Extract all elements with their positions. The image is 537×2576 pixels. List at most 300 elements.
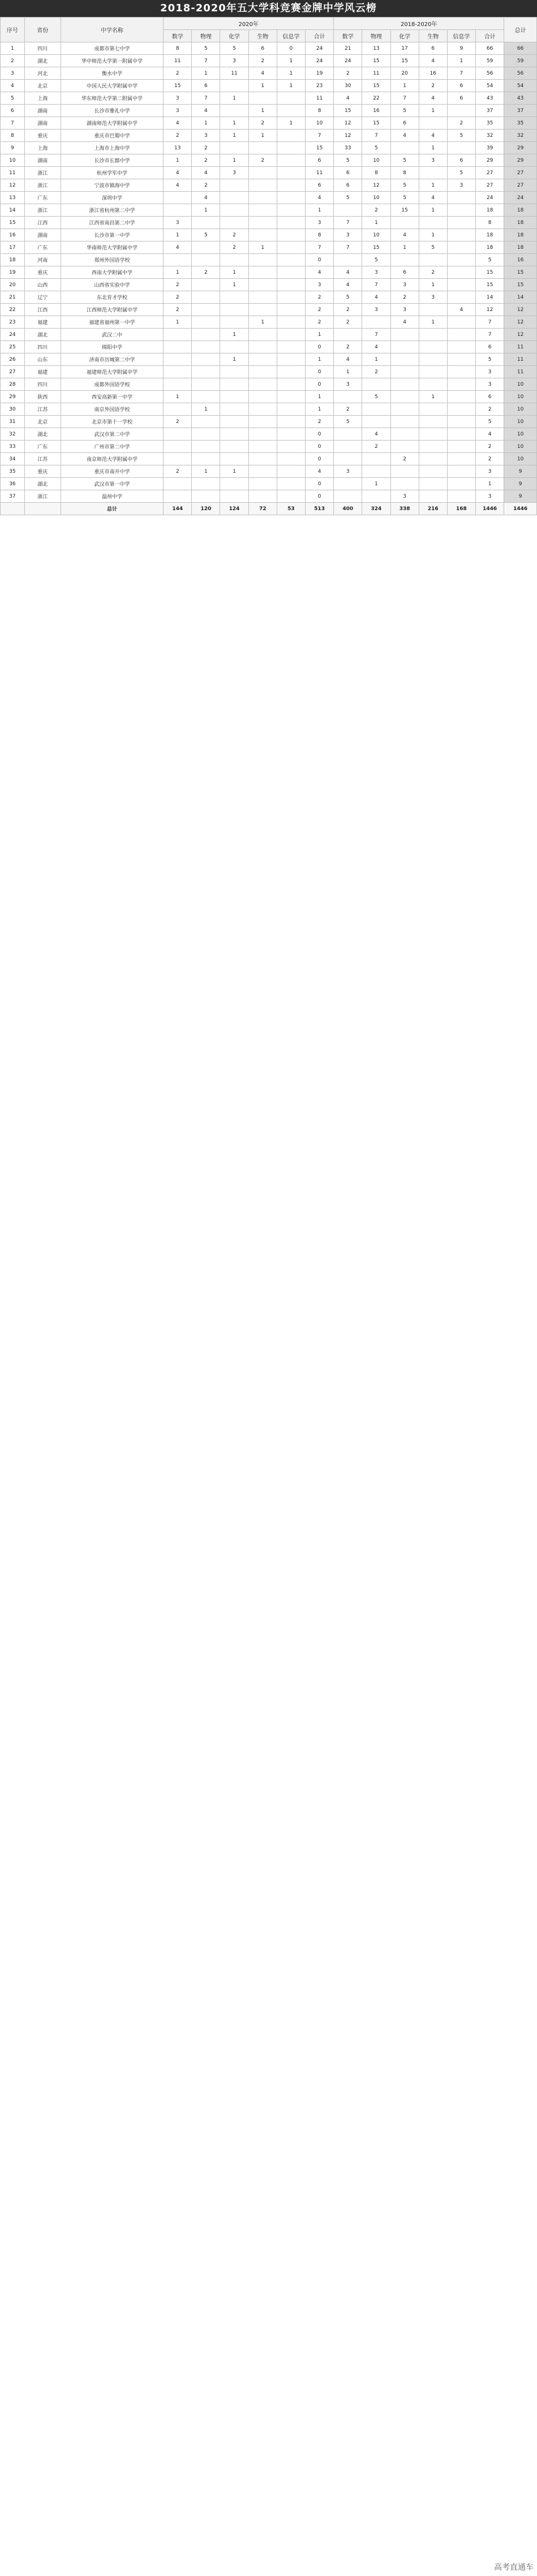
cell-y1820-chemistry: 15 [390, 55, 419, 67]
cell-y2020-physics: 7 [192, 92, 220, 105]
cell-y2020-physics [192, 217, 220, 229]
cell-y1820-math: 5 [334, 154, 362, 167]
cell-school: 成都外国语学校 [61, 378, 163, 391]
cell-y1820-biology: 1 [419, 179, 447, 192]
cell-y2020-informatics [277, 291, 305, 304]
cell-school: 广州市第二中学 [61, 441, 163, 453]
cell-y1820-physics: 3 [362, 266, 390, 279]
cell-y2020-math: 4 [164, 167, 192, 179]
cell-y1820-biology: 4 [419, 92, 447, 105]
cell-y2020-informatics [277, 416, 305, 428]
table-row [1, 80, 537, 92]
cell-y1820-chemistry: 4 [390, 229, 419, 241]
cell-y1820-informatics [447, 229, 475, 241]
cell-rank: 33 [1, 441, 25, 453]
cell-y2020-math [164, 453, 192, 465]
cell-y1820-informatics [447, 428, 475, 441]
cell-y2020-math: 4 [164, 179, 192, 192]
cell-school: 武汉二中 [61, 329, 163, 341]
table-row [1, 428, 537, 441]
cell-province: 湖南 [24, 229, 61, 241]
cell-province: 浙江 [24, 204, 61, 217]
cell-total: 18 [504, 229, 537, 241]
cell-y2020-informatics [277, 92, 305, 105]
cell-y2020-biology [248, 204, 277, 217]
cell-province: 山西 [24, 279, 61, 291]
cell-school: 深圳中学 [61, 192, 163, 204]
cell-y1820-chemistry [390, 378, 419, 391]
cell-y1820-informatics [447, 142, 475, 154]
cell-y1820-chemistry [390, 416, 419, 428]
cell-y1820-biology [419, 416, 447, 428]
cell-y2020-subtotal: 23 [305, 80, 333, 92]
cell-y1820-chemistry [390, 254, 419, 266]
cell-y1820-physics: 15 [362, 55, 390, 67]
cell-total: 56 [504, 67, 537, 80]
cell-y2020-math: 2 [164, 416, 192, 428]
cell-y2020-informatics [277, 304, 305, 316]
cell-y1820-biology: 2 [419, 266, 447, 279]
cell-y1820-math: 3 [334, 465, 362, 478]
cell-y1820-subtotal: 43 [475, 92, 504, 105]
cell-school: 绵阳中学 [61, 341, 163, 353]
cell-y2020-biology [248, 366, 277, 378]
cell-y2020-chemistry: 1 [220, 266, 248, 279]
cell-y2020-informatics: 0 [277, 42, 305, 55]
cell-y2020-math [164, 329, 192, 341]
cell-school: 西南大学附属中学 [61, 266, 163, 279]
cell-y1820-informatics [447, 453, 475, 465]
cell-y1820-math: 21 [334, 42, 362, 55]
cell-y2020-math: 8 [164, 42, 192, 55]
cell-rank: 16 [1, 229, 25, 241]
cell-total: 29 [504, 154, 537, 167]
cell-y1820-biology: 1 [419, 316, 447, 329]
cell-school: 华南师范大学附属中学 [61, 241, 163, 254]
cell-school: 宁波市镇海中学 [61, 179, 163, 192]
cell-y2020-physics: 5 [192, 42, 220, 55]
cell-y1820-informatics [447, 217, 475, 229]
cell-y2020-chemistry [220, 403, 248, 416]
cell-y2020-physics: 2 [192, 179, 220, 192]
cell-y1820-biology [419, 254, 447, 266]
cell-y1820-math: 2 [334, 67, 362, 80]
cell-y1820-math: 2 [334, 304, 362, 316]
cell-y2020-biology [248, 254, 277, 266]
table-body [1, 42, 537, 515]
cell-y2020-subtotal: 2 [305, 304, 333, 316]
cell-province: 重庆 [24, 266, 61, 279]
cell-y2020-physics: 1 [192, 204, 220, 217]
watermark: 高考直通车 [494, 2563, 534, 2572]
cell-y2020-chemistry [220, 179, 248, 192]
cell-y1820-math [334, 254, 362, 266]
cell-y1820-chemistry [390, 353, 419, 366]
table-row [1, 465, 537, 478]
cell-y2020-biology [248, 291, 277, 304]
cell-school: 浙江省杭州第二中学 [61, 204, 163, 217]
cell-y1820-physics [362, 453, 390, 465]
cell-y2020-chemistry [220, 416, 248, 428]
cell-y1820-informatics [447, 241, 475, 254]
cell-y2020-informatics [277, 204, 305, 217]
cell-rank: 7 [1, 117, 25, 130]
cell-y1820-physics: 1 [362, 353, 390, 366]
cell-y2020-subtotal: 7 [305, 241, 333, 254]
cell-y2020-physics: 4 [192, 167, 220, 179]
cell-total: 27 [504, 179, 537, 192]
cell-y2020-subtotal: 8 [305, 105, 333, 117]
cell-y1820-informatics [447, 391, 475, 403]
cell-y2020-math: 2 [164, 465, 192, 478]
table-row [1, 329, 537, 341]
cell-y1820-chemistry: 15 [390, 204, 419, 217]
cell-y1820-subtotal: 37 [475, 105, 504, 117]
cell-y1820-physics: 5 [362, 254, 390, 266]
cell-y1820-biology: 216 [419, 503, 447, 515]
cell-rank: 26 [1, 353, 25, 366]
cell-y1820-informatics [447, 254, 475, 266]
cell-y2020-informatics [277, 241, 305, 254]
cell-y2020-informatics [277, 391, 305, 403]
col-2020-chemistry: 化学 [220, 30, 248, 42]
cell-y2020-subtotal: 2 [305, 291, 333, 304]
cell-y2020-chemistry [220, 254, 248, 266]
cell-y2020-physics: 2 [192, 266, 220, 279]
cell-total: 10 [504, 416, 537, 428]
cell-y2020-physics: 1 [192, 117, 220, 130]
cell-y2020-subtotal: 3 [305, 279, 333, 291]
cell-school: 福建省福州第一中学 [61, 316, 163, 329]
table-row [1, 353, 537, 366]
cell-y2020-math [164, 490, 192, 503]
cell-y2020-chemistry [220, 204, 248, 217]
cell-y1820-biology: 3 [419, 154, 447, 167]
cell-y1820-subtotal: 3 [475, 465, 504, 478]
col-school: 中学名称 [61, 18, 163, 42]
cell-y1820-chemistry: 6 [390, 117, 419, 130]
cell-y2020-physics [192, 279, 220, 291]
cell-y1820-physics: 2 [362, 204, 390, 217]
cell-y2020-informatics [277, 154, 305, 167]
cell-y2020-physics [192, 329, 220, 341]
cell-y2020-physics: 6 [192, 80, 220, 92]
col-province: 省份 [24, 18, 61, 42]
cell-y2020-informatics [277, 428, 305, 441]
cell-y2020-physics [192, 341, 220, 353]
cell-total: 12 [504, 316, 537, 329]
cell-y1820-biology [419, 465, 447, 478]
cell-rank: 4 [1, 80, 25, 92]
cell-y1820-chemistry [390, 478, 419, 490]
cell-y1820-biology: 1 [419, 229, 447, 241]
cell-total: 10 [504, 378, 537, 391]
cell-y1820-chemistry: 6 [390, 266, 419, 279]
cell-total: 29 [504, 142, 537, 154]
cell-school: 成都市第七中学 [61, 42, 163, 55]
cell-rank: 37 [1, 490, 25, 503]
cell-y1820-chemistry: 3 [390, 279, 419, 291]
cell-y1820-subtotal: 15 [475, 266, 504, 279]
cell-total: 43 [504, 92, 537, 105]
cell-y2020-biology [248, 416, 277, 428]
cell-y1820-biology: 4 [419, 55, 447, 67]
cell-y1820-physics [362, 378, 390, 391]
cell-y1820-subtotal: 1446 [475, 503, 504, 515]
cell-y2020-informatics [277, 341, 305, 353]
cell-school: 重庆市巴蜀中学 [61, 130, 163, 142]
cell-rank: 3 [1, 67, 25, 80]
cell-y1820-math: 5 [334, 192, 362, 204]
cell-y2020-subtotal: 10 [305, 117, 333, 130]
cell-y1820-informatics: 4 [447, 304, 475, 316]
cell-y2020-physics [192, 316, 220, 329]
cell-rank: 21 [1, 291, 25, 304]
cell-y2020-math: 11 [164, 55, 192, 67]
cell-y1820-math: 3 [334, 378, 362, 391]
cell-y2020-chemistry [220, 428, 248, 441]
cell-y1820-math [334, 204, 362, 217]
cell-y1820-math: 4 [334, 353, 362, 366]
cell-y2020-chemistry: 5 [220, 42, 248, 55]
cell-y2020-chemistry [220, 80, 248, 92]
table-row [1, 266, 537, 279]
cell-y1820-physics: 7 [362, 279, 390, 291]
table-row [1, 304, 537, 316]
cell-y2020-math [164, 441, 192, 453]
cell-y1820-subtotal: 59 [475, 55, 504, 67]
cell-y2020-math: 1 [164, 391, 192, 403]
cell-total: 9 [504, 478, 537, 490]
cell-total: 9 [504, 465, 537, 478]
cell-y1820-math: 2 [334, 316, 362, 329]
cell-y1820-biology: 4 [419, 192, 447, 204]
table-row [1, 453, 537, 465]
cell-province: 北京 [24, 80, 61, 92]
cell-y2020-chemistry: 11 [220, 67, 248, 80]
cell-y1820-physics [362, 316, 390, 329]
cell-y1820-biology [419, 353, 447, 366]
cell-y2020-subtotal: 0 [305, 341, 333, 353]
cell-y1820-chemistry [390, 441, 419, 453]
cell-y2020-chemistry [220, 105, 248, 117]
cell-y2020-chemistry [220, 378, 248, 391]
cell-y2020-physics: 1 [192, 67, 220, 80]
cell-y1820-subtotal: 6 [475, 391, 504, 403]
cell-school: 济南市历城第二中学 [61, 353, 163, 366]
cell-y1820-math: 12 [334, 117, 362, 130]
cell-y1820-math: 15 [334, 105, 362, 117]
cell-province: 河南 [24, 254, 61, 266]
cell-province: 广东 [24, 192, 61, 204]
cell-y2020-math [164, 353, 192, 366]
cell-y1820-informatics [447, 441, 475, 453]
cell-rank: 25 [1, 341, 25, 353]
cell-y2020-biology: 4 [248, 67, 277, 80]
cell-province: 河北 [24, 67, 61, 80]
cell-school: 温州中学 [61, 490, 163, 503]
cell-y1820-physics: 8 [362, 167, 390, 179]
cell-province: 江苏 [24, 453, 61, 465]
cell-y2020-math [164, 378, 192, 391]
cell-school: 南京师范大学附属中学 [61, 453, 163, 465]
cell-y2020-informatics [277, 490, 305, 503]
cell-y2020-biology [248, 142, 277, 154]
cell-y1820-physics: 2 [362, 441, 390, 453]
cell-y2020-biology [248, 378, 277, 391]
cell-rank: 6 [1, 105, 25, 117]
cell-y1820-chemistry [390, 465, 419, 478]
cell-y2020-informatics [277, 316, 305, 329]
cell-rank: 24 [1, 329, 25, 341]
cell-y2020-biology [248, 453, 277, 465]
cell-y1820-subtotal: 1 [475, 478, 504, 490]
cell-y2020-subtotal: 0 [305, 490, 333, 503]
cell-y1820-math: 5 [334, 416, 362, 428]
cell-y2020-informatics [277, 453, 305, 465]
cell-y1820-informatics: 168 [447, 503, 475, 515]
cell-y2020-physics: 4 [192, 192, 220, 204]
cell-y2020-informatics [277, 167, 305, 179]
cell-y1820-math: 4 [334, 92, 362, 105]
table-row [1, 55, 537, 67]
cell-y2020-informatics [277, 229, 305, 241]
cell-y2020-physics: 7 [192, 55, 220, 67]
table-row [1, 229, 537, 241]
table-row [1, 167, 537, 179]
cell-y1820-chemistry: 7 [390, 92, 419, 105]
cell-y1820-subtotal: 66 [475, 42, 504, 55]
cell-y1820-subtotal: 5 [475, 254, 504, 266]
cell-rank: 14 [1, 204, 25, 217]
cell-rank: 34 [1, 453, 25, 465]
cell-school: 江西省南昌第二中学 [61, 217, 163, 229]
cell-province: 湖北 [24, 55, 61, 67]
cell-y1820-informatics [447, 279, 475, 291]
cell-y2020-physics [192, 453, 220, 465]
cell-rank: 32 [1, 428, 25, 441]
cell-y2020-subtotal: 24 [305, 55, 333, 67]
cell-y2020-biology: 2 [248, 117, 277, 130]
table-row [1, 341, 537, 353]
cell-y1820-math [334, 453, 362, 465]
cell-school: 中国人民大学附属中学 [61, 80, 163, 92]
cell-y1820-informatics: 2 [447, 117, 475, 130]
cell-y2020-informatics [277, 465, 305, 478]
cell-school: 北京市第十一学校 [61, 416, 163, 428]
cell-rank: 15 [1, 217, 25, 229]
cell-y1820-biology [419, 441, 447, 453]
cell-school: 华东师范大学第二附属中学 [61, 92, 163, 105]
cell-y1820-math [334, 428, 362, 441]
col-1820-informatics: 信息学 [447, 30, 475, 42]
cell-province: 四川 [24, 341, 61, 353]
cell-y1820-physics [362, 490, 390, 503]
cell-rank: 19 [1, 266, 25, 279]
cell-y2020-math [164, 428, 192, 441]
cell-y1820-physics: 2 [362, 366, 390, 378]
table-row [1, 130, 537, 142]
cell-total: 32 [504, 130, 537, 142]
cell-y1820-subtotal: 3 [475, 490, 504, 503]
cell-total: 9 [504, 490, 537, 503]
table-row [1, 254, 537, 266]
cell-y1820-informatics [447, 378, 475, 391]
cell-y1820-math: 6 [334, 179, 362, 192]
col-1820-math: 数学 [334, 30, 362, 42]
cell-y1820-biology [419, 428, 447, 441]
cell-y2020-physics: 5 [192, 229, 220, 241]
cell-total: 18 [504, 217, 537, 229]
cell-y1820-informatics: 6 [447, 80, 475, 92]
cell-y2020-biology [248, 341, 277, 353]
cell-y2020-biology [248, 304, 277, 316]
cell-school: 武汉市第二中学 [61, 428, 163, 441]
cell-rank: 9 [1, 142, 25, 154]
cell-y2020-physics: 1 [192, 403, 220, 416]
cell-y2020-subtotal: 8 [305, 229, 333, 241]
cell-y2020-subtotal: 1 [305, 353, 333, 366]
cell-y1820-biology [419, 378, 447, 391]
cell-y2020-subtotal: 513 [305, 503, 333, 515]
cell-province: 辽宁 [24, 291, 61, 304]
cell-y2020-biology: 72 [248, 503, 277, 515]
cell-y1820-informatics: 5 [447, 167, 475, 179]
cell-y1820-math: 3 [334, 229, 362, 241]
cell-y2020-biology [248, 490, 277, 503]
cell-y1820-subtotal: 56 [475, 67, 504, 80]
cell-school: 华中师范大学第一附属中学 [61, 55, 163, 67]
cell-y1820-chemistry: 8 [390, 167, 419, 179]
cell-y1820-informatics [447, 341, 475, 353]
cell-province: 江苏 [24, 403, 61, 416]
cell-rank: 31 [1, 416, 25, 428]
cell-y1820-physics: 1 [362, 217, 390, 229]
cell-y1820-physics: 324 [362, 503, 390, 515]
cell-y2020-biology [248, 92, 277, 105]
cell-y1820-subtotal: 2 [475, 403, 504, 416]
cell-y1820-physics: 15 [362, 241, 390, 254]
cell-y1820-biology [419, 117, 447, 130]
cell-y2020-chemistry [220, 192, 248, 204]
cell-school: 长沙市长郡中学 [61, 154, 163, 167]
table-row [1, 391, 537, 403]
cell-y2020-biology: 6 [248, 42, 277, 55]
cell-y1820-physics: 10 [362, 192, 390, 204]
cell-y2020-chemistry: 1 [220, 279, 248, 291]
cell-y2020-chemistry [220, 304, 248, 316]
cell-y2020-informatics [277, 378, 305, 391]
cell-y2020-biology: 1 [248, 80, 277, 92]
cell-y1820-chemistry: 2 [390, 291, 419, 304]
cell-rank: 36 [1, 478, 25, 490]
cell-province: 福建 [24, 366, 61, 378]
cell-y1820-physics: 13 [362, 42, 390, 55]
cell-y1820-subtotal: 27 [475, 167, 504, 179]
cell-school: 杭州学军中学 [61, 167, 163, 179]
cell-province: 陕西 [24, 391, 61, 403]
cell-y1820-chemistry [390, 341, 419, 353]
cell-y1820-math: 2 [334, 341, 362, 353]
cell-y2020-subtotal: 19 [305, 67, 333, 80]
cell-y2020-chemistry [220, 341, 248, 353]
cell-total: 11 [504, 353, 537, 366]
cell-y1820-physics: 7 [362, 130, 390, 142]
cell-y1820-chemistry: 17 [390, 42, 419, 55]
cell-province: 浙江 [24, 167, 61, 179]
cell-rank: 22 [1, 304, 25, 316]
table-row [1, 490, 537, 503]
